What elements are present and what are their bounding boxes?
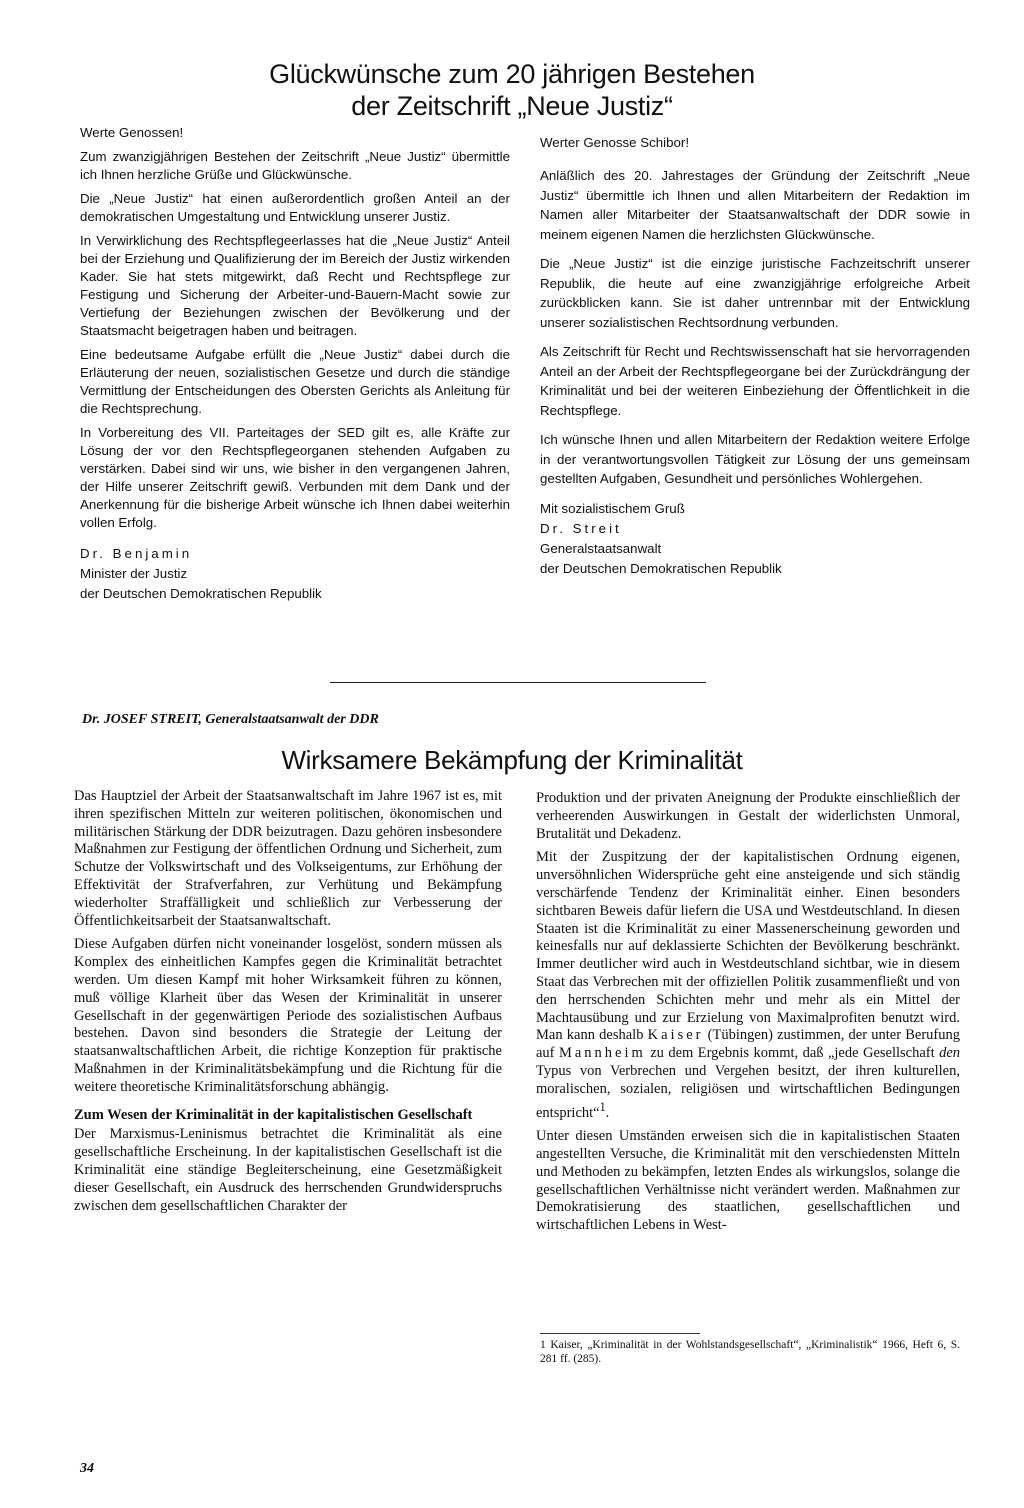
letter-right-salutation: Werter Genosse Schibor! [540,135,690,150]
article-text: zu dem Ergebnis kommt, daß „jede Gesellschaft [645,1045,940,1062]
letter-left-salutation: Werte Genossen! [80,125,184,140]
greetings-heading-line2: der Zeitschrift „Neue Justiz“ [351,91,673,121]
article-subheading: Zum Wesen der Kriminalität in der kapitalistischen Gesellschaft [74,1106,473,1123]
article-text: Mit der Zuspitzung der der kapitalistischen Ordnung eigenen, unversöhnlichen Widersprüche geht eine ansteigende und sich ständig verschärfende Tendenz der Kriminalität einher. Einen besonders sichtbaren Beweis dafür liefern die USA und Westdeutschland. In diesen Staaten ist die Kriminalität zu einer Massenerscheinung geworden und keinesfalls nur auf deklassierte Schichten der Bevölkerung beschränkt. Immer deutlicher wird auch in Westdeutschland sichtbar, wie in diesem Staat das Verbrechen mit der offiziellen Politik zusammenfließt und von den herrschenden Schichten mehr und mehr als ein Mittel der Machtausübung und zur Erzielung von Maximalprofiten benutzt wird. Man kann deshalb [536,849,960,1044]
cited-author-mannheim: Mannheim [558,1045,646,1062]
letter-right-paragraph: Anläßlich des 20. Jahrestages der Gründung der Zeitschrift „Neue Justiz“ übermittle ich Ihnen und allen Mitarbeitern der Redaktion im Namen aller Mitarbeiter der Staatsanwaltschaft der DDR sowie in meinem eigenen Namen die herzlichsten Glückwünsche. [540,168,970,242]
article-paragraph: Unter diesen Umständen erweisen sich die in kapitalistischen Staaten angestellten Versuche, die Kriminalität mit den verschiedensten Mitteln und Methoden zu bekämpfen, letzten Endes als wirkungslos, solange die gesellschaftlichen Verhältnisse nicht verändert werden. Maßnahmen zur Demokratisierung des staatlichen, gesellschaftlichen und wirtschaftlichen Lebens in West- [536,1128,960,1234]
article-column-right [536,790,960,1241]
article-byline: Dr. JOSEF STREIT, Generalstaatsanwalt der DDR [82,712,379,727]
article-paragraph: Diese Aufgaben dürfen nicht voneinander losgelöst, sondern müssen als Komplex des einheitlichen Kampfes gegen die Kriminalität betrachtet werden. Um diesen Kampf mit hoher Wirksamkeit führen zu können, muß völlige Klarheit über das Wesen der Kriminalität in unserer Gesellschaft in der gegenwärtigen Periode des sozialistischen Aufbaus bestehen. Davon sind besonders die Strategie der Leitung der staatsanwaltschaftlichen Arbeit, die richtige Konzeption für praktische Maßnahmen in der Kriminalitätsbekämpfung und die Richtung für die weitere theoretische Kriminalitätsforschung abhängig. [74,936,502,1095]
footnote-divider [540,1333,700,1334]
page-number: 34 [80,1461,94,1476]
letter-left-paragraph: Die „Neue Justiz“ hat einen außerordentlich großen Anteil an der demokratischen Umgestaltung und Entwicklung unserer Justiz. [80,191,510,224]
letter-left-paragraph: Zum zwanzigjährigen Bestehen der Zeitschrift „Neue Justiz“ übermittle ich Ihnen herzliche Grüße und Glückwünsche. [80,149,510,182]
cited-author-kaiser: Kaiser [647,1027,704,1044]
letter-left-paragraph: In Vorbereitung des VII. Parteitages der SED gilt es, alle Kräfte zur Lösung der vor den Rechtspflegeorganen stehenden Aufgaben zu verstärken. Dabei sind wir uns, wie bisher in den vergangenen Jahren, der Hilfe unserer Zeitschrift gewiß. Verbunden mit dem Dank und der Anerkennung für die bisherige Arbeit wünsche ich Ihnen dabei weiterhin vollen Erfolg. [80,425,510,530]
letter-left-signature-name: Dr. Benjamin [80,546,193,561]
article-paragraph: Produktion und der privaten Aneignung der Produkte einschließlich der verheerenden Auswirkungen in Gestalt der widerlichsten Unmoral, Brutalität und Dekadenz. [536,790,960,842]
article-column-left [74,788,502,1221]
letter-right-signature-title: Generalstaatsanwalt [540,540,662,556]
letter-left-signature-title: Minister der Justiz [80,566,188,581]
letter-right [540,134,970,579]
article-paragraph: Das Hauptziel der Arbeit der Staatsanwaltschaft im Jahre 1967 ist es, mit ihren spezifischen Mitteln zur weiteren politischen, ökonomischen und militärischen Stärkung der DDR beizutragen. Dazu gehören insbesondere Maßnahmen zur Festigung der öffentlichen Ordnung und Sicherheit, zum Schutze der Volkswirtschaft und des Volkseigentums, zur Erhöhung der Effektivität der Strafverfahren, zur Verhütung und Bekämpfung wiederholter Straffälligkeit und schließlich zur Verbesserung der Öffentlichkeitsarbeit der Staatsanwaltschaft. [74,788,502,929]
emphasis-text: den [939,1045,961,1062]
letter-left-signature-org: der Deutschen Demokratischen Republik [80,586,322,601]
greetings-heading [0,58,1024,122]
article-paragraph: Der Marxismus-Leninismus betrachtet die Kriminalität als eine gesellschaftliche Erscheinung. In der kapitalistischen Gesellschaft ist die Kriminalität eine ständige Begleiterscheinung, eine Gesetzmäßigkeit dieser Gesellschaft, ein Ausdruck des herrschenden Grundwiderspruchs zwischen dem gesellschaftlichen Charakter der [74,1126,502,1214]
article-text: . [605,1104,610,1121]
letter-left-paragraph: Eine bedeutsame Aufgabe erfüllt die „Neue Justiz“ dabei durch die Erläuterung der neuen, sozialistischen Gesetze und durch die ständige Vermittlung der Entscheidungen des Obersten Gerichts als Anleitung für die Rechtsprechung. [80,347,510,416]
letter-right-signature-org: der Deutschen Demokratischen Republik [540,560,782,576]
footnote-reference: 1 [599,1099,606,1114]
letter-left-paragraph: In Verwirklichung des Rechtspflegeerlasses hat die „Neue Justiz“ Anteil bei der Erziehung und Qualifizierung der im Bereich der Justiz wirkenden Kader. Sie hat stets mitgewirkt, daß Recht und Rechtspflege zur Festigung und Sicherung der Arbeiter-und-Bauern-Macht sowie zur Vertiefung der Beziehungen zwischen der Bevölkerung und der Staatsmacht beigetragen haben und beitragen. [80,233,510,338]
article-text: (Tübingen) zustimmen, der unter Berufung auf [536,1027,960,1062]
letter-right-signature-name: Dr. Streit [540,520,622,536]
letter-left [80,124,510,604]
article-text: Typus von Verbrechen und Vergehen besitzt, der ihren kulturellen, moralischen, sozialen, religiösen und wirtschaftlichen Bedingungen entspricht“ [536,1062,960,1121]
letter-right-paragraph: Die „Neue Justiz“ ist die einzige juristische Fachzeitschrift unserer Republik, die heute auf eine zwanzigjährige erfolgreiche Arbeit zurückblicken kann. Sie ist daher untrennbar mit der Entwicklung unserer sozialistischen Rechtsordnung verbunden. [540,256,970,330]
letter-right-paragraph: Als Zeitschrift für Recht und Rechtswissenschaft hat sie hervorragenden Anteil an der Arbeit der Rechtspflegeorgane bei der Zurückdrängung der Kriminalität und bei der weiteren Einbeziehung der Öffentlichkeit in die Rechtspflege. [540,344,970,418]
article-title: Wirksamere Bekämpfung der Kriminalität [281,745,743,775]
footnote: 1 Kaiser, „Kriminalität in der Wohlstandsgesellschaft“, „Kriminalistik“ 1966, Heft 6, S. 281 ff. (285). [540,1339,960,1365]
section-divider [330,682,706,683]
article-paragraph [536,849,960,1122]
letter-right-closing: Mit sozialistischem Gruß [540,500,685,516]
greetings-heading-line1: Glückwünsche zum 20 jährigen Bestehen [269,59,755,89]
letter-right-paragraph: Ich wünsche Ihnen und allen Mitarbeitern der Redaktion weitere Erfolge in der verantwortungsvollen Tätigkeit zur Lösung der uns gemeinsam gestellten Aufgaben, Gesundheit und persönliches Wohlergehen. [540,432,970,486]
